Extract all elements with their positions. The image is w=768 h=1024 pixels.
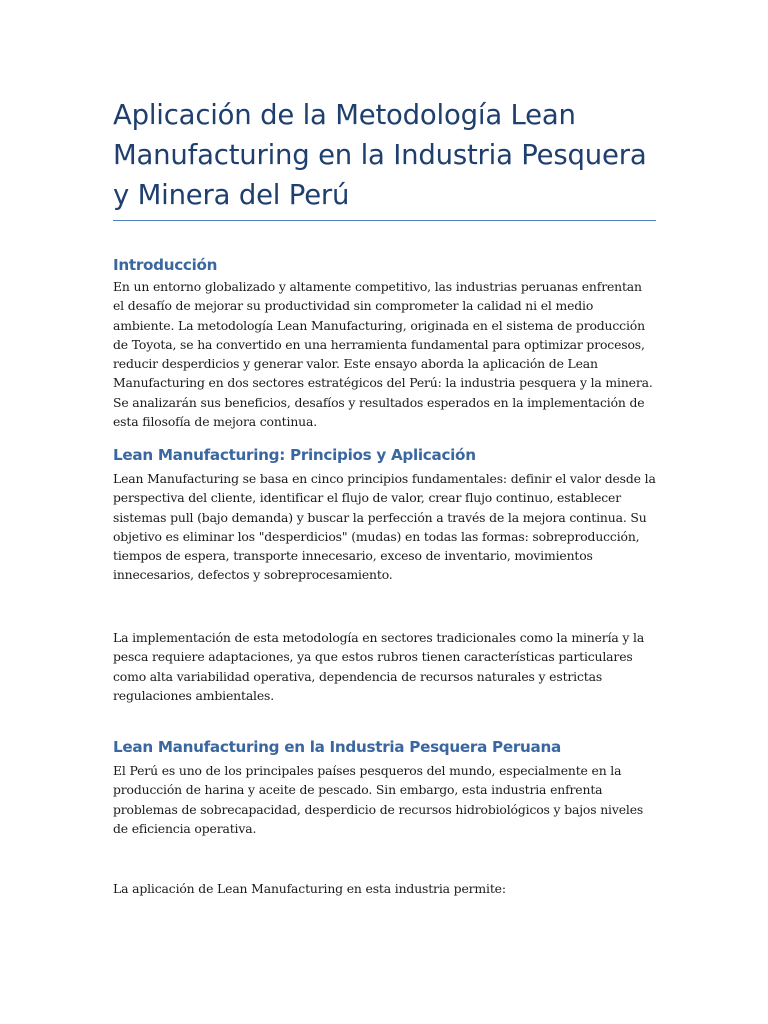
paragraph-principios: Lean Manufacturing se basa en cinco principios fundamentales: definir el valor desde la perspectiva del cliente, identificar el flujo de valor, crear flujo continuo, establecer sistemas pull (bajo demanda) y buscar la perfección a través de la mejora continua. Su objetivo es eliminar los "desperdicios" (mudas) en todas las formas: sobreproducción, tiempos de espera, transporte innecesario, exceso de inventario, movimientos innecesarios, defectos y sobreprocesamiento. — [113, 471, 656, 583]
title-divider — [113, 220, 656, 221]
document-title: Aplicación de la Metodología Lean Manufacturing en la Industria Pesquera y Minera del Perú — [113, 99, 647, 211]
section-heading-principios: Lean Manufacturing: Principios y Aplicación — [113, 446, 476, 464]
paragraph-aplicacion-permite: La aplicación de Lean Manufacturing en esta industria permite: — [113, 881, 506, 896]
section-heading-introduccion: Introducción — [113, 256, 218, 274]
paragraph-pesquera: El Perú es uno de los principales países pesqueros del mundo, especialmente en la producción de harina y aceite de pescado. Sin embargo, esta industria enfrenta problemas de sobrecapacidad, desperdicio de recursos hidrobiológicos y bajos niveles de eficiencia operativa. — [113, 763, 644, 836]
section-heading-pesquera: Lean Manufacturing en la Industria Pesquera Peruana — [113, 738, 561, 756]
paragraph-introduccion: En un entorno globalizado y altamente competitivo, las industrias peruanas enfrentan el desafío de mejorar su productividad sin comprometer la calidad ni el medio ambiente. La metodología Lean Manufacturing, originada en el sistema de producción de Toyota, se ha convertido en una herramienta fundamental para optimizar procesos, reducir desperdicios y generar valor. Este ensayo aborda la aplicación de Lean Manufacturing en dos sectores estratégicos del Perú: la industria pesquera y la minera. Se analizarán sus beneficios, desafíos y resultados esperados en la implementación de esta filosofía de mejora continua. — [113, 279, 653, 430]
paragraph-implementacion: La implementación de esta metodología en sectores tradicionales como la minería y la pesca requiere adaptaciones, ya que estos rubros tienen características particulares como alta variabilidad operativa, dependencia de recursos naturales y estrictas regulaciones ambientales. — [113, 630, 645, 703]
